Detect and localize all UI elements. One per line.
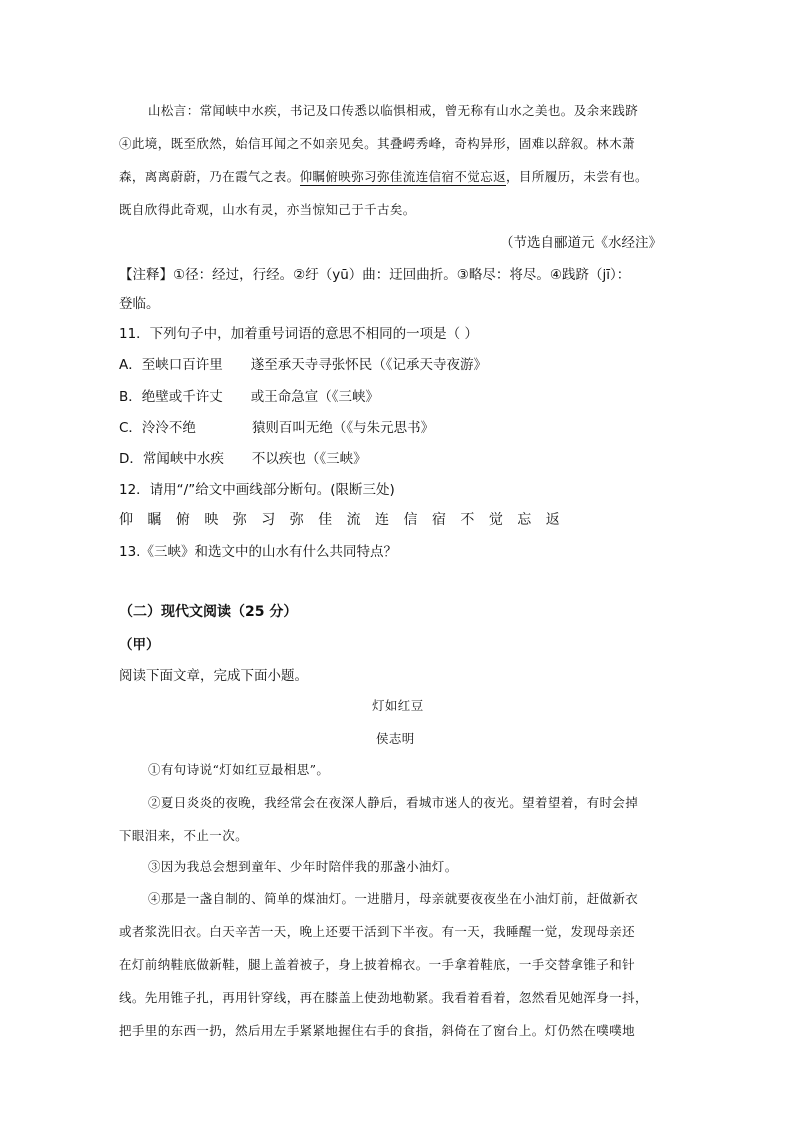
article-author: 侯志明 [376, 731, 415, 746]
para-4-line-4: 线。先用锥子扎，再用针穿线，再在膝盖上使劲地勒紧。我看着看着，忽然看见她浑身一抖， [119, 990, 648, 1005]
classical-line-1: 山松言：常闻峡中水疾，书记及口传悉以临惧相戒，曾无称有山水之美也。及余来践跻 [148, 103, 639, 118]
q11-option-c [119, 416, 434, 436]
section-title: （二）现代文阅读（25 分） [119, 604, 298, 620]
q11-option-b [119, 385, 379, 405]
classical-line-3-head: 森，离离蔚蔚，乃在霞气之表。 [119, 169, 300, 184]
article-title: 灯如红豆 [372, 698, 424, 713]
para-4-line-2: 或者浆洗旧衣。白天辛苦一天，晚上还要干活到下半夜。有一天，我睡醒一觉，发现母亲还 [119, 924, 636, 939]
q12-stem: 12．请用“/”给文中画线部分断句。(限断三处) [119, 482, 395, 498]
para-4-line-3: 在灯前纳鞋底做新鞋，腿上盖着被子，身上披着棉衣。一手拿着鞋底，一手交替拿锥子和针 [119, 957, 636, 972]
para-4-line-1: ④那是一盏自制的、简单的煤油灯。一进腊月，母亲就要夜夜坐在小油灯前，赶做新衣 [148, 891, 639, 906]
section-sub: （甲） [119, 637, 160, 653]
classical-line-4: 既自欣得此奇观，山水有灵，亦当惊知己于千古矣。 [119, 202, 416, 217]
q11-option-c-pair: 猿则百叫无绝（《与朱元思书》 [251, 420, 435, 436]
classical-line-3-tail: ，目所履历，未尝有也。 [506, 169, 648, 184]
q11-option-a-label: A．至峡口百许里 [119, 357, 223, 373]
para-2-line-1: ②夏日炎炎的夜晚，我经常会在夜深人静后，看城市迷人的夜光。望着望着，有时会掉 [148, 795, 639, 810]
q12-sentence: 仰 瞩 俯 映 弥 习 弥 佳 流 连 信 宿 不 觉 忘 返 [119, 512, 565, 528]
q11-option-d-label: D．常闻峡中水疾 [119, 451, 224, 467]
notes-line-2: 登临。 [119, 296, 160, 312]
q11-option-b-label: B．绝壁或千许丈 [119, 389, 223, 405]
classical-line-3 [119, 167, 648, 185]
reading-instruction: 阅读下面文章，完成下面小题。 [119, 668, 308, 684]
notes-line-1: 【注释】①径：经过，行经。②纡（yū）曲：迂回曲折。③略尽：将尽。④践跻（jī）： [119, 267, 631, 283]
q11-option-c-label: C．泠泠不绝 [119, 420, 196, 436]
source-citation: （节选自郦道元《水经注》 [500, 235, 662, 251]
para-4-line-5: 把手里的东西一扔，然后用左手紧紧地握住右手的食指，斜倚在了窗台上。灯仍然在噗噗地 [119, 1023, 636, 1038]
q13-stem: 13.《三峡》和选文中的山水有什么共同特点？ [119, 544, 397, 560]
q11-stem: 11．下列句子中，加着重号词语的意思不相同的一项是（ ） [119, 326, 478, 342]
para-1: ①有句诗说“灯如红豆最相思”。 [148, 762, 330, 777]
q11-option-d [119, 447, 367, 467]
q11-option-a [119, 353, 487, 373]
classical-line-2: ④此境，既至欣然，始信耳闻之不如亲见矣。其叠崿秀峰，奇构异形，固难以辞叙。林木萧 [119, 136, 636, 151]
q11-option-d-pair: 不以疾也（《三峡》 [251, 451, 367, 467]
para-2-line-2: 下眼泪来，不止一次。 [119, 828, 249, 843]
underlined-sentence: 仰瞩俯映弥习弥佳流连信宿不觉忘返 [299, 169, 507, 184]
para-3: ③因为我总会想到童年、少年时陪伴我的那盏小油灯。 [148, 859, 458, 874]
q11-option-a-pair: 遂至承天寺寻张怀民（《记承天寺夜游》 [250, 357, 487, 373]
q11-option-b-pair: 或王命急宣（《三峡》 [250, 389, 380, 405]
